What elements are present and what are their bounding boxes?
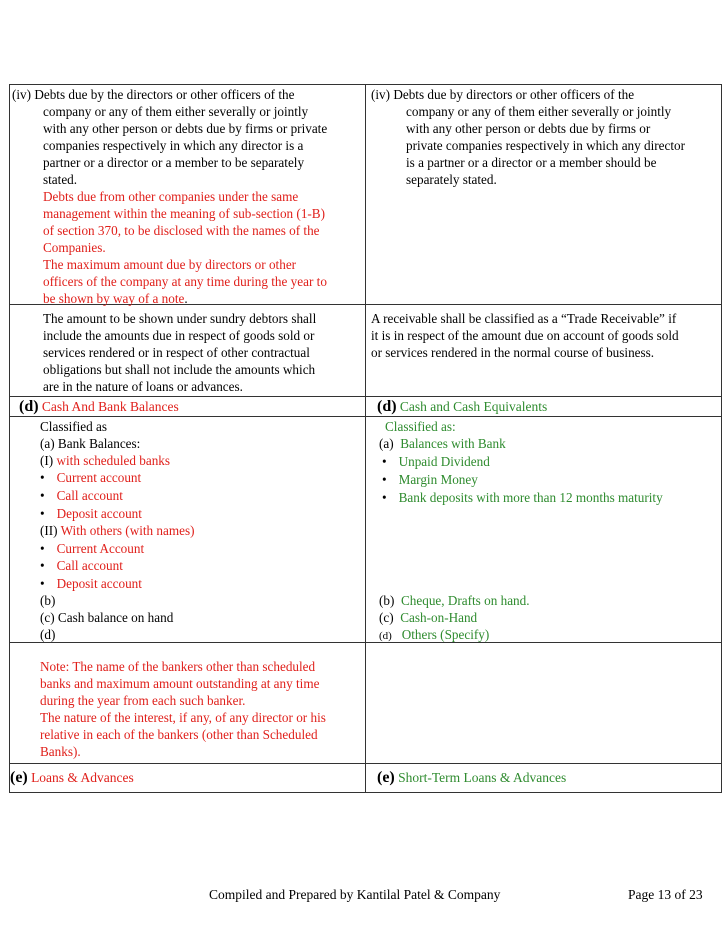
- text-line: of section 370, to be disclosed with the names of the: [43, 223, 320, 238]
- text-line: or services rendered in the normal course of business.: [371, 345, 655, 360]
- text-line: Classified as:: [385, 419, 456, 434]
- text-line: relative in each of the bankers (other than Scheduled: [40, 727, 318, 742]
- text-line: (d) Others (Specify): [379, 627, 490, 642]
- text-line: Banks).: [40, 744, 81, 759]
- table-row-section-d-header: [10, 397, 721, 417]
- text-line: (c) Cash-on-Hand: [379, 610, 478, 625]
- text-line: is a partner or a director or a member should be: [406, 155, 657, 170]
- text-line: services rendered or in respect of other contractual: [43, 345, 310, 360]
- text-line: banks and maximum amount outstanding at any time: [40, 676, 320, 691]
- list-item: • Margin Money: [382, 472, 478, 487]
- text-line: with any other person or debts due by firms or: [406, 121, 651, 136]
- text-line: (I) with scheduled banks: [40, 453, 171, 468]
- text-line: Classified as: [40, 419, 108, 434]
- text-line: Companies.: [43, 240, 106, 255]
- list-item: • Deposit account: [40, 576, 142, 591]
- text-line: The amount to be shown under sundry debtors shall: [43, 311, 317, 326]
- list-item: • Unpaid Dividend: [382, 454, 490, 469]
- text-line: company or any of them either severally or jointly: [43, 104, 309, 119]
- list-item: • Call account: [40, 558, 123, 573]
- section-heading: (d) Cash And Bank Balances: [19, 398, 179, 415]
- text-line: (b) Cheque, Drafts on hand.: [379, 593, 530, 608]
- text-line: (c) Cash balance on hand: [40, 610, 174, 625]
- text-line: company or any of them either severally or jointly: [406, 104, 672, 119]
- footer-page-number: Page 13 of 23: [628, 887, 703, 902]
- text-line: Debts due from other companies under the same: [43, 189, 299, 204]
- list-item: • Deposit account: [40, 506, 142, 521]
- text-line: (iv) Debts due by the directors or other officers of the: [12, 87, 295, 102]
- table-row-sundry-debtors: [10, 304, 721, 397]
- text-line: The nature of the interest, if any, of any director or his: [40, 710, 326, 725]
- text-line: during the year from each such banker.: [40, 693, 246, 708]
- text-line: with any other person or debts due by firms or private: [43, 121, 328, 136]
- text-line: be shown by way of a note.: [43, 291, 188, 306]
- footer-compiled-by: Compiled and Prepared by Kantilal Patel & Company: [209, 887, 501, 902]
- list-item: • Bank deposits with more than 12 months maturity: [382, 490, 663, 505]
- section-heading: (e) Loans & Advances: [10, 769, 134, 786]
- section-heading: (e) Short-Term Loans & Advances: [377, 769, 567, 786]
- list-item: • Call account: [40, 488, 123, 503]
- text-line: companies respectively in which any director is a: [43, 138, 304, 153]
- text-line: private companies respectively in which any director: [406, 138, 686, 153]
- table-row-debts-directors: [10, 85, 721, 305]
- text-line: (a) Balances with Bank: [379, 436, 506, 451]
- list-item: • Current Account: [40, 541, 145, 556]
- text-line: officers of the company at any time during the year to: [43, 274, 327, 289]
- text-line: management within the meaning of sub-section (1-B): [43, 206, 325, 221]
- text-line: (iv) Debts due by directors or other officers of the: [371, 87, 635, 102]
- table-row-section-e-header: [10, 764, 721, 792]
- table-row-bankers-note: [10, 643, 721, 764]
- text-line: obligations but shall not include the amounts which: [43, 362, 316, 377]
- text-line: separately stated.: [406, 172, 497, 187]
- text-line: The maximum amount due by directors or other: [43, 257, 297, 272]
- text-line: (a) Bank Balances:: [40, 436, 141, 451]
- text-line: (d): [40, 627, 56, 642]
- comparison-table: [9, 84, 722, 793]
- text-line: include the amounts due in respect of goods sold or: [43, 328, 315, 343]
- section-heading: (d) Cash and Cash Equivalents: [377, 398, 548, 415]
- text-line: (b): [40, 593, 56, 608]
- text-line: (II) With others (with names): [40, 523, 195, 538]
- table-row-cash-details: [10, 417, 721, 643]
- text-line: partner or a director or a member to be separately: [43, 155, 305, 170]
- text-line: are in the nature of loans or advances.: [43, 379, 243, 394]
- list-item: • Current account: [40, 470, 142, 485]
- text-line: A receivable shall be classified as a “Trade Receivable” if: [371, 311, 677, 326]
- text-line: Note: The name of the bankers other than scheduled: [40, 659, 316, 674]
- text-line: it is in respect of the amount due on account of goods sold: [371, 328, 679, 343]
- text-line: stated.: [43, 172, 78, 187]
